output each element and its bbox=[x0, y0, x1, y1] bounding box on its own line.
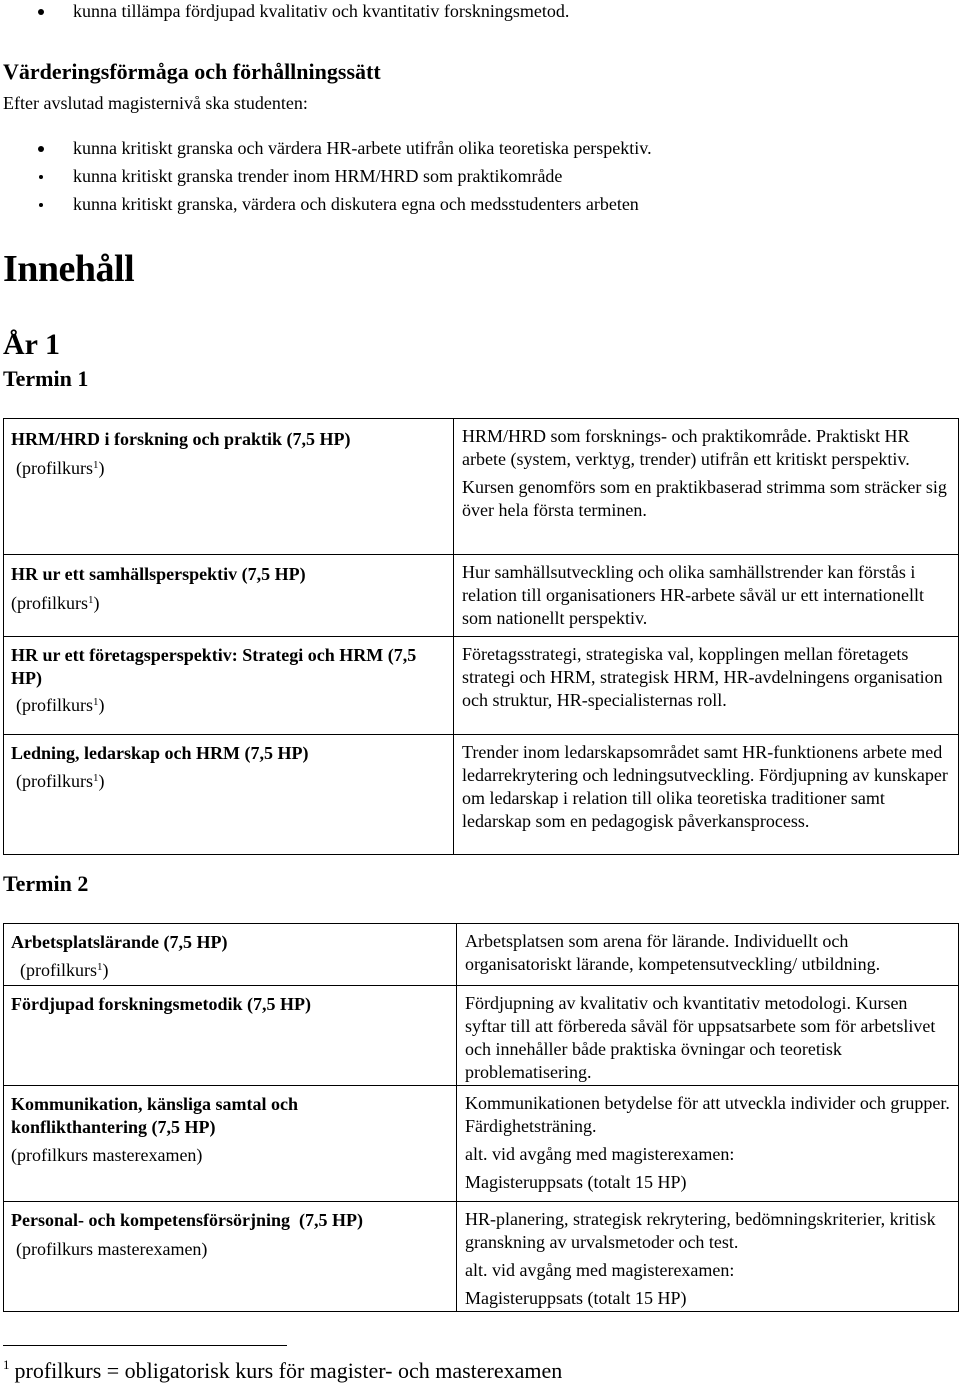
course-cell bbox=[4, 735, 454, 855]
course-description: Kommunikationen betydelse för att utveckla individer och grupper. Färdighetsträning. bbox=[465, 1093, 950, 1136]
description-cell bbox=[454, 555, 959, 637]
list-item: kunna kritiskt granska och värdera HR-arbete utifrån olika teoretiska perspektiv. bbox=[0, 137, 652, 165]
course-cell bbox=[4, 924, 457, 986]
table-row bbox=[4, 637, 959, 735]
values-bullet-list bbox=[0, 137, 652, 221]
table-row bbox=[4, 986, 959, 1086]
description-cell bbox=[457, 924, 959, 986]
section-intro: Efter avslutad magisternivå ska studenten: bbox=[3, 93, 308, 113]
course-cell bbox=[4, 1086, 457, 1202]
content-heading: Innehåll bbox=[3, 248, 135, 290]
course-cell bbox=[4, 986, 457, 1086]
table-row bbox=[4, 555, 959, 637]
course-description: Fördjupning av kvalitativ och kvantitativ metodologi. Kursen syftar till att förbereda såväl för uppsatsarbete som för arbetslivet och innehåller både praktiska övningar och teoretisk problematisering. bbox=[465, 993, 936, 1082]
table-row bbox=[4, 1086, 959, 1202]
footnote-text: profilkurs = obligatorisk kurs för magister- och masterexamen bbox=[14, 1358, 563, 1383]
course-title: Arbetsplatslärande (7,5 HP) bbox=[11, 932, 228, 952]
description-cell bbox=[457, 1202, 959, 1312]
bullet-icon bbox=[39, 175, 43, 179]
course-description: Arbetsplatsen som arena för lärande. Individuellt och organisatoriskt lärande, kompetensutveckling/ utbildning. bbox=[465, 931, 881, 974]
course-cell bbox=[4, 1202, 457, 1312]
bullet-icon bbox=[39, 203, 43, 207]
course-description: alt. vid avgång med magisterexamen: bbox=[465, 1144, 735, 1164]
course-description: Magisteruppsats (totalt 15 HP) bbox=[465, 1288, 687, 1308]
bullet-icon bbox=[38, 9, 44, 15]
description-cell bbox=[457, 986, 959, 1086]
course-cell bbox=[4, 637, 454, 735]
course-description: alt. vid avgång med magisterexamen: bbox=[465, 1260, 735, 1280]
description-cell bbox=[454, 637, 959, 735]
course-title: Fördjupad forskningsmetodik (7,5 HP) bbox=[11, 994, 312, 1014]
course-type: (profilkurs$^1$) bbox=[20, 960, 109, 980]
course-cell bbox=[4, 555, 454, 637]
course-cell bbox=[4, 419, 454, 555]
term-heading: Termin 2 bbox=[3, 871, 89, 896]
course-description: HRM/HRD som forsknings- och praktikområde. Praktiskt HR arbete (system, verktyg, trender) utifrån ett kritiskt perspektiv. bbox=[462, 426, 910, 469]
course-description: Företagsstrategi, strategiska val, kopplingen mellan företagets strategi och HRM, strategisk HRM, HR-avdelningens organisation och struktur, HR-specialisternas roll. bbox=[462, 644, 943, 710]
course-description: Trender inom ledarskapsområdet samt HR-funktionens arbete med ledarrekrytering och ledningsutveckling. Fördjupning av kunskaper om ledarskap i relation till olika teoretiska traditioner samt ledarskap som en pedagogisk påverkansprocess. bbox=[462, 742, 948, 831]
list-item: kunna tillämpa fördjupad kvalitativ och kvantitativ forskningsmetod. bbox=[0, 0, 569, 22]
course-title: HR ur ett samhällsperspektiv (7,5 HP) bbox=[11, 564, 306, 584]
course-type: (profilkurs$^1$) bbox=[11, 593, 100, 613]
description-cell bbox=[457, 1086, 959, 1202]
description-cell bbox=[454, 419, 959, 555]
footnote-divider bbox=[3, 1345, 287, 1346]
list-item: kunna kritiskt granska trender inom HRM/HRD som praktikområde bbox=[0, 165, 652, 193]
course-title: HRM/HRD i forskning och praktik (7,5 HP) bbox=[11, 429, 351, 449]
table-row bbox=[4, 1202, 959, 1312]
top-bullet-list bbox=[0, 0, 569, 22]
course-title: Kommunikation, känsliga samtal och konflikthantering (7,5 HP) bbox=[11, 1094, 299, 1137]
table-row bbox=[4, 735, 959, 855]
footnote bbox=[3, 1358, 562, 1384]
description-cell bbox=[454, 735, 959, 855]
list-item: kunna kritiskt granska, värdera och diskutera egna och medsstudenters arbeten bbox=[0, 193, 652, 221]
course-description: Hur samhällsutveckling och olika samhällstrender kan förstås i relation till organisationers HR-arbete såväl ur ett internationellt som nationellt perspektiv. bbox=[462, 562, 925, 628]
course-type: (profilkurs$^1$) bbox=[16, 771, 105, 791]
course-type: (profilkurs masterexamen) bbox=[11, 1145, 203, 1165]
section-heading: Värderingsförmåga och förhållningssätt bbox=[3, 59, 381, 84]
footnote-marker: 1 bbox=[3, 1357, 10, 1372]
course-title: HR ur ett företagsperspektiv: Strategi och HRM (7,5 HP) bbox=[11, 645, 417, 688]
term-heading: Termin 1 bbox=[3, 366, 89, 391]
course-description: Magisteruppsats (totalt 15 HP) bbox=[465, 1172, 687, 1192]
table-row bbox=[4, 924, 959, 986]
course-title: Personal- och kompetensförsörjning (7,5 HP) bbox=[11, 1210, 363, 1230]
course-title: Ledning, ledarskap och HRM (7,5 HP) bbox=[11, 743, 309, 763]
course-type: (profilkurs masterexamen) bbox=[16, 1239, 208, 1259]
year-heading: År 1 bbox=[3, 328, 60, 361]
course-type: (profilkurs$^1$) bbox=[16, 695, 105, 715]
course-description: Kursen genomförs som en praktikbaserad strimma som sträcker sig över hela första terminen. bbox=[462, 477, 947, 520]
table-row bbox=[4, 419, 959, 555]
term2-course-table bbox=[3, 923, 959, 1312]
term1-course-table bbox=[3, 418, 959, 855]
bullet-icon bbox=[38, 146, 44, 152]
course-type: (profilkurs$^1$) bbox=[16, 458, 105, 478]
course-description: HR-planering, strategisk rekrytering, bedömningskriterier, kritisk granskning av urvalsmetoder och test. bbox=[465, 1209, 936, 1252]
